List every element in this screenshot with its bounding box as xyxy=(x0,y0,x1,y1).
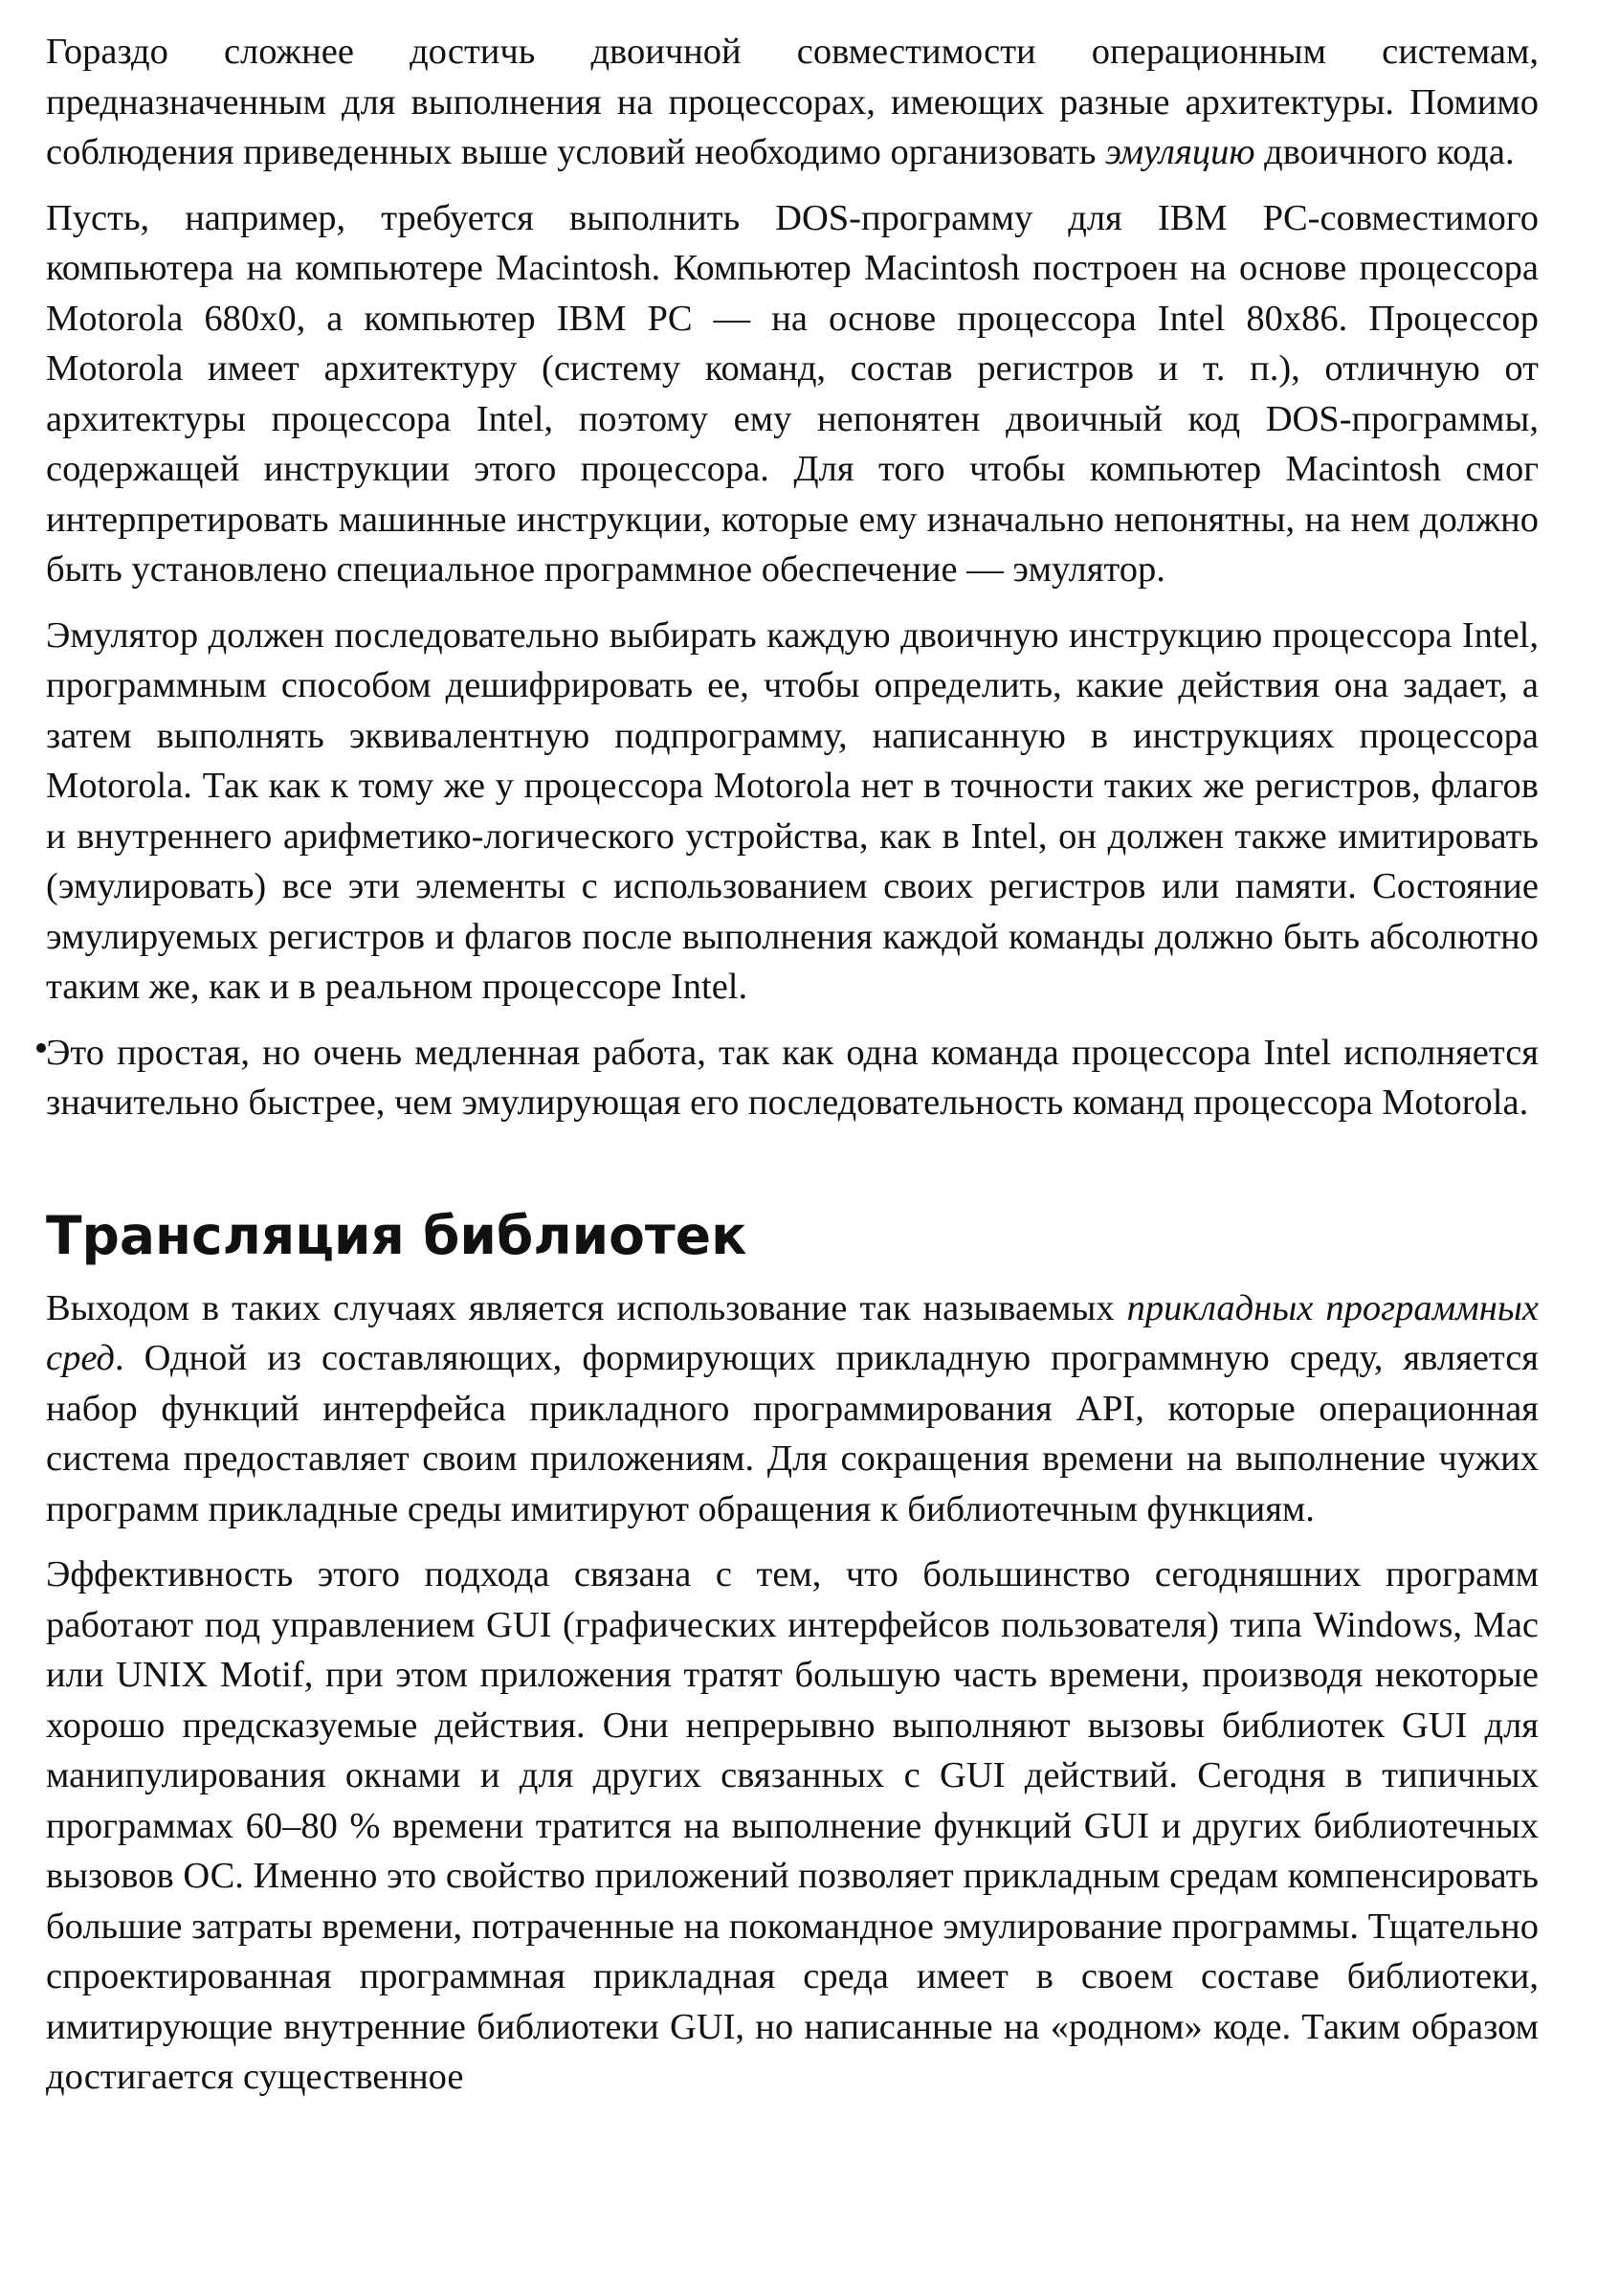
section-heading: Трансляция библиотек xyxy=(46,1204,747,1266)
italic-term: эмуляцию xyxy=(1105,132,1255,172)
paragraph xyxy=(46,1283,1539,1535)
body-text-top xyxy=(46,27,1539,1128)
text-run: Выходом в таких случаях является использование так называемых xyxy=(46,1287,1127,1328)
text-run: Пусть, например, требуется выполнить DOS-программу для IBM PC-совместимого компьютера на компьютере Macintosh. Компьютер Macintosh построен на основе процессора Motorola 680x0, а компьютер IBM PC — на основе процессора Intel 80x86. Процессор Motorola имеет архитектуру (систему команд, состав регистров и т. п.), отличную от архитектуры процессора Intel, поэтому ему непонятен двоичный код DOS-программы, содержащей инструкции этого процессора. Для того чтобы компьютер Macintosh смог интерпретировать машинные инструкции, которые ему изначально непонятны, на нем должно быть установлено специальное программное обеспечение — эмулятор. xyxy=(46,197,1539,590)
italic-term: прикладных программных сред xyxy=(46,1287,1539,1378)
paragraph xyxy=(46,27,1539,178)
body-text-bottom xyxy=(46,1283,1539,2103)
text-run: двоичного кода. xyxy=(1254,132,1515,172)
margin-dot-mark xyxy=(36,1043,46,1053)
document-page xyxy=(46,27,1539,2118)
text-run: Это простая, но очень медленная работа, так как одна команда процессора Intel исполняется значительно быстрее, чем эмулирующая его последовательность команд процессора Motorola. xyxy=(46,1032,1539,1123)
text-run: Гораздо сложнее достичь двоичной совместимости операционным системам, предназначенным для выполнения на процессорах, имеющих разные архитектуры. Помимо соблюдения приведенных выше условий необходимо организовать xyxy=(46,32,1539,172)
text-run: Эмулятор должен последовательно выбирать каждую двоичную инструкцию процессора Intel, программным способом дешифрировать ее, чтобы определить, какие действия она задает, а затем выполнять эквивалентную подпрограмму, написанную в инструкциях процессора Motorola. Так как к тому же у процессора Motorola нет в точности таких же регистров, флагов и внутреннего арифметико-логического устройства, как в Intel, он должен также имитировать (эмулировать) все эти элементы с использованием своих регистров или памяти. Состояние эмулируемых регистров и флагов после выполнения каждой команды должно быть абсолютно таким же, как и в реальном процессоре Intel. xyxy=(46,614,1539,1007)
paragraph xyxy=(46,1549,1539,2103)
paragraph xyxy=(46,611,1539,1013)
paragraph xyxy=(46,1028,1539,1128)
text-run: . Одной из составляющих, формирующих прикладную программную среду, является набор функций интерфейса прикладного программирования API, которые операционная система предоставляет своим приложениям. Для сокращения времени на выполнение чужих программ прикладные среды имитируют обращения к библиотечным функциям. xyxy=(46,1338,1539,1529)
text-run: Эффективность этого подхода связана с тем, что большинство сегодняшних программ работают под управлением GUI (графических интерфейсов пользователя) типа Windows, Mac или UNIX Motif, при этом приложения тратят большую часть времени, производя некоторые хорошо предсказуемые действия. Они непрерывно выполняют вызовы библиотек GUI для манипулирования окнами и для других связанных с GUI действий. Сегодня в типичных программах 60–80 % времени тратится на выполнение функций GUI и других библиотечных вызовов ОС. Именно это свойство приложений позволяет прикладным средам компенсировать большие затраты времени, потраченные на покомандное эмулирование программы. Тщательно спроектированная программная прикладная среда имеет в своем составе библиотеки, имитирующие внутренние библиотеки GUI, но написанные на «родном» коде. Таким образом достигается существенное xyxy=(46,1554,1539,2097)
paragraph xyxy=(46,193,1539,595)
